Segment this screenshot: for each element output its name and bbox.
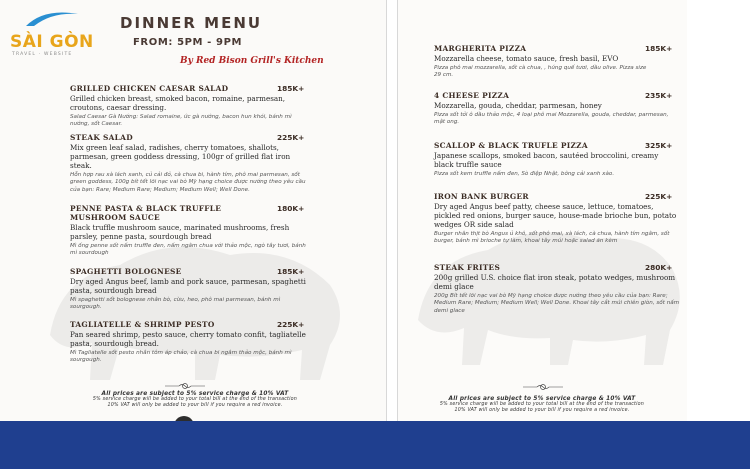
item-description: Japanese scallops, smoked bacon, sautéed broccolini, creamy black truffle sauce: [434, 151, 659, 169]
item-price: 185K+: [277, 267, 305, 276]
item-name: SCALLOP & BLACK TRUFLE PIZZA: [434, 141, 588, 150]
logo-brand: SÀI GÒN: [10, 32, 94, 52]
item-description-vi: Mì Tagliatelle sốt pesto nhân tôm áp chảo, cà chua bi ngâm thảo mộc, bánh mì sourgough.: [70, 350, 292, 364]
menu-item: [70, 204, 310, 258]
item-description: Dry aged Angus beef patty, cheese sauce, lettuce, tomatoes, pickled red onions, burger sauce, house-made brioche bun, potato wedges OR side salad: [434, 202, 677, 229]
footer-line-1: All prices are subject to 5% service charge & 10% VAT: [448, 396, 636, 402]
menu-byline: By Red Bison Grill's Kitchen: [180, 56, 324, 66]
item-price: 185K+: [277, 84, 305, 93]
item-price: 185K+: [645, 44, 673, 53]
item-name: IRON BANK BURGER: [434, 192, 529, 201]
bottom-banner: [0, 421, 750, 469]
item-description: 200g grilled U.S. choice flat iron steak, potato wedges, mushroom demi glace: [434, 273, 676, 291]
ornament-icon: [523, 383, 563, 391]
menu-item: [434, 263, 680, 315]
footer-line-3: 10% VAT will only be added to your bill if you require a red invoice.: [107, 403, 283, 409]
item-description-vi: Mì spaghetti sốt bolognese nhân bò, cừu, heo, phô mai parmesan, bánh mì sourgough.: [70, 297, 281, 311]
item-name: 4 CHEESE PIZZA: [434, 91, 510, 100]
item-price: 180K+: [277, 204, 305, 213]
item-name: STEAK SALAD: [70, 133, 133, 142]
item-description-vi: Burger nhân thịt bò Angus ủ khô, sốt phô mai, xà lách, cà chua, hành tím ngâm, sốt burger, bánh mì brioche tự làm, khoai tây múi hoặc salad ăn kèm: [434, 231, 670, 245]
footer-line-2: 5% service charge will be added to your total bill at the end of the transaction: [92, 397, 298, 402]
item-description: Black truffle mushroom sauce, marinated mushrooms, fresh parsley, penne pasta, sourdough bread: [70, 223, 290, 241]
item-price: 225K+: [645, 192, 673, 201]
item-description: Grilled chicken breast, smoked bacon, romaine, parmesan, croutons, caesar dressing.: [70, 94, 286, 112]
item-name: SPAGHETTI BOLOGNESE: [70, 267, 182, 276]
item-name: STEAK FRITES: [434, 263, 501, 272]
item-price: 235K+: [645, 91, 673, 100]
logo-tagline: TRAVEL · WEBSITE: [12, 52, 73, 57]
item-price: 325K+: [645, 141, 673, 150]
menu-item: [70, 133, 310, 194]
item-name: PENNE PASTA & BLACK TRUFFLE MUSHROOM SAUCE: [70, 204, 222, 222]
menu-hours: FROM: 5PM - 9PM: [133, 37, 243, 48]
ornament-icon: [165, 382, 205, 390]
item-price: 225K+: [277, 320, 305, 329]
item-name: TAGLIATELLE & SHRIMP PESTO: [70, 320, 215, 329]
item-description-vi: Pizza phô mai mozzarella, sốt cà chua, , húng quế tươi, dầu olive. Pizza size 29 cm.: [434, 65, 647, 79]
item-description: Dry aged Angus beef, lamb and pork sauce, parmesan, spaghetti pasta, sourdough bread: [70, 277, 306, 295]
pricing-footer: [50, 391, 340, 410]
item-name: GRILLED CHICKEN CAESAR SALAD: [70, 84, 229, 93]
item-description-vi: Pizza sốt tỏi ô dầu thảo mộc, 4 loại phô mai Mozzarella, gouda, cheddar, parmesan, mật ong.: [434, 112, 669, 126]
menu-item: [70, 84, 310, 129]
menu-item: [434, 91, 680, 127]
menu-item: [434, 141, 680, 178]
item-description: Mozzarella cheese, tomato sauce, fresh basil, EVO: [434, 54, 619, 63]
swoosh-icon: [24, 8, 80, 28]
item-description: Mix green leaf salad, radishes, cherry tomatoes, shallots, parmesan, green goddess dressing, 100gr of grilled flat iron steak.: [70, 143, 291, 170]
pricing-footer: [406, 396, 678, 415]
item-description-vi: 200g Bít tết lõi nạc vai bò Mỹ hạng choice được nướng theo yêu cầu của bạn: Rare; Medium Rare; Medium; Medium Well; Well Done. Khoai tây cắt múi chiên giòn, sốt nấm demi glace: [434, 293, 680, 314]
item-description: Mozzarella, gouda, cheddar, parmesan, honey: [434, 101, 602, 110]
menu-item: [434, 192, 680, 246]
item-description: Pan seared shrimp, pesto sauce, cherry tomato confit, tagliatelle pasta, sourdough bread.: [70, 330, 306, 348]
item-description-vi: Pizza sốt kem truffle nấm đen, Sò điệp Nhật, bông cải xanh xào.: [434, 171, 615, 177]
item-description-vi: Salad Caesar Gà Nướng: Salad romaine, ức gà nướng, bacon hun khói, bánh mì nướng, sốt Caesar.: [70, 114, 292, 128]
saigon-logo: [10, 8, 94, 58]
item-description-vi: Mì ống penne sốt nấm truffle đen, nấm ngâm chua với thảo mộc, ngò tây tươi, bánh mì sourdough: [70, 243, 306, 257]
item-price: 225K+: [277, 133, 305, 142]
menu-item: [70, 320, 310, 365]
item-name: MARGHERITA PIZZA: [434, 44, 527, 53]
menu-title: DINNER MENU: [120, 14, 263, 32]
item-description-vi: Hỗn hợp rau xà lách xanh, củ cải đỏ, cà chua bi, hành tím, phô mai parmesan, sốt green goddess, 100g bít tết lõi nạc vai bò Mỹ hạng choice được nướng theo yêu cầu của bạn: Rare; Medium Rare; Medium; Medium Well; Well Done.: [70, 172, 306, 193]
menu-item: [70, 267, 310, 312]
item-price: 280K+: [645, 263, 673, 272]
footer-line-3: 10% VAT will only be added to your bill if you require a red invoice.: [454, 408, 630, 414]
footer-line-1: All prices are subject to 5% service charge & 10% VAT: [101, 391, 289, 397]
footer-line-2: 5% service charge will be added to your total bill at the end of the transaction: [439, 402, 645, 407]
menu-item: [434, 44, 680, 80]
